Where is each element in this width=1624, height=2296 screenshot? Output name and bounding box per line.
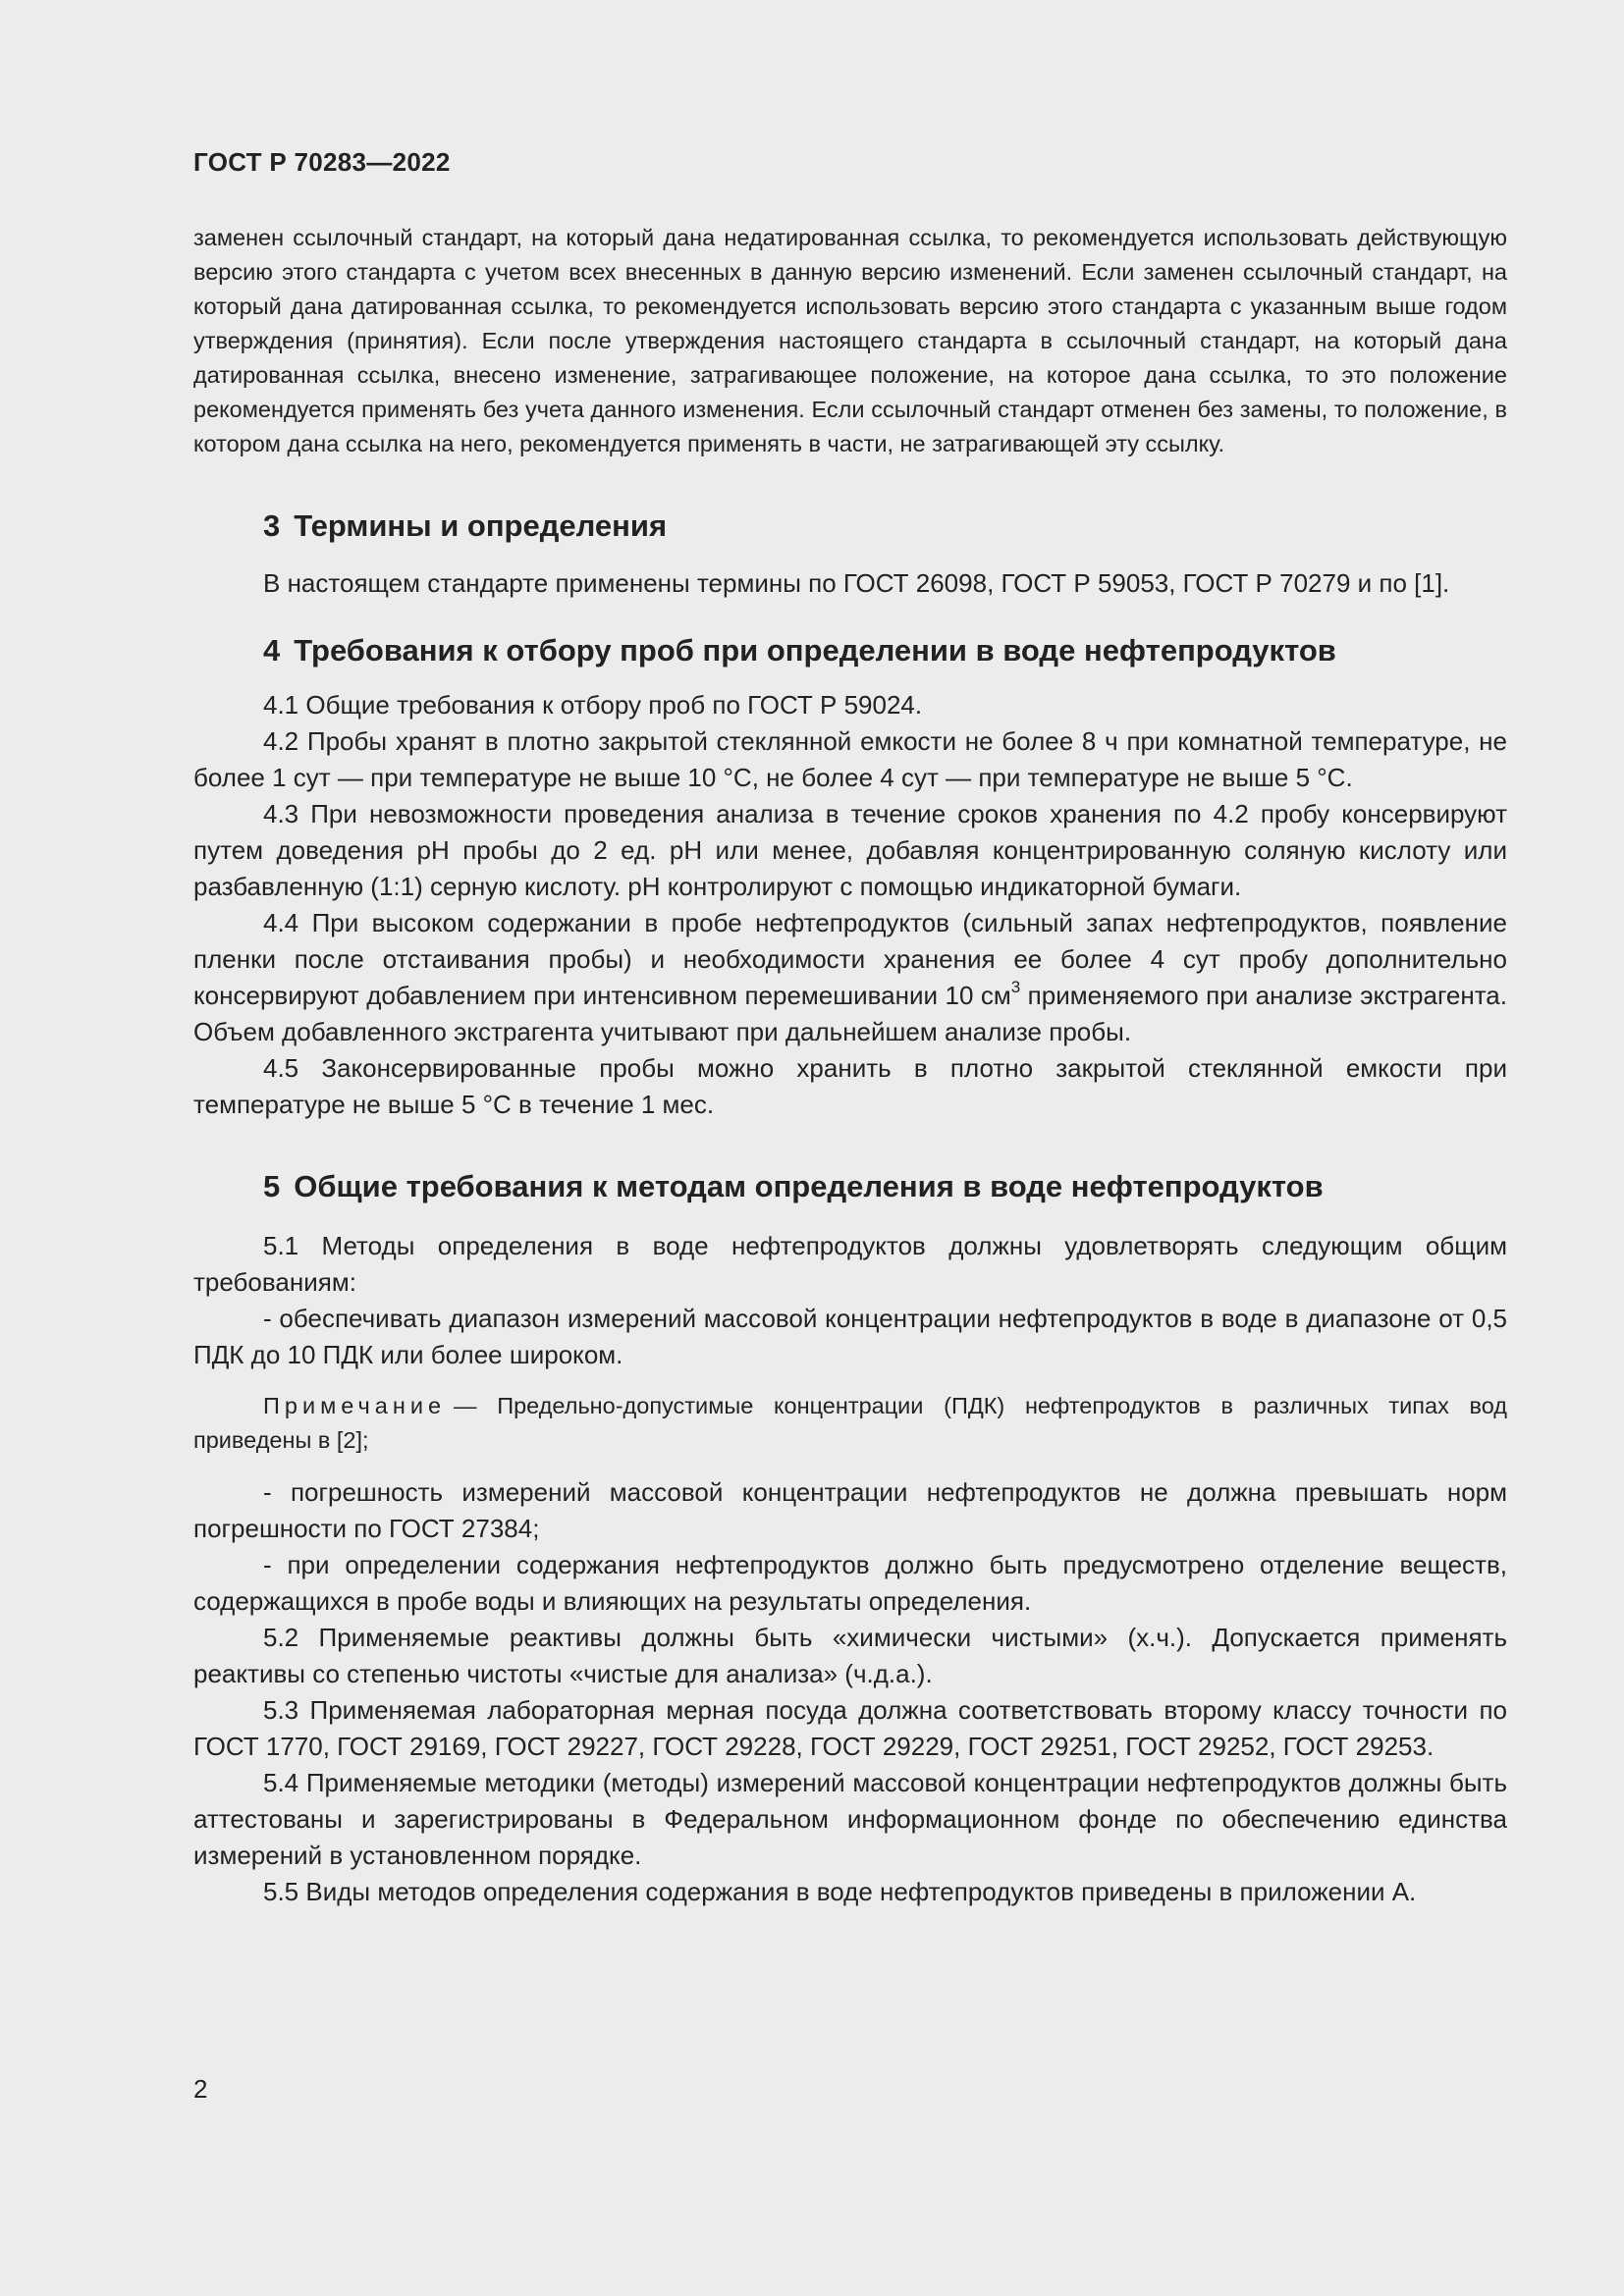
section-5-heading: [193, 1167, 1507, 1206]
page-number: 2: [193, 2074, 208, 2104]
section-5-number: 5: [263, 1169, 281, 1203]
superscript-3: 3: [1010, 978, 1021, 997]
clause-5-2: 5.2 Применяемые реактивы должны быть «химически чистыми» (х.ч.). Допускается применять реактивы со степенью чистоты «чистые для анализа» (ч.д.а.).: [193, 1623, 1507, 1688]
document-header: ГОСТ Р 70283—2022: [193, 147, 451, 177]
section-3-body: [193, 565, 1507, 602]
section-4-body: [193, 687, 1507, 1123]
section-4-heading: [193, 631, 1507, 670]
list-item-error: - погрешность измерений массовой концентрации нефтепродуктов не должна превышать норм погрешности по ГОСТ 27384;: [193, 1477, 1507, 1543]
clause-4-4: [193, 905, 1507, 1050]
clause-4-3: 4.3 При невозможности проведения анализа в течение сроков хранения по 4.2 пробу консервируют путем доведения рН пробы до 2 ед. рН или менее, добавляя концентрированную соляную кислоту или разбавленную (1:1) серную кислоту. рН контролируют с помощью индикаторной бумаги.: [193, 799, 1507, 901]
section-5-body: [193, 1228, 1507, 1910]
section-3-title: Термины и определения: [294, 508, 668, 543]
note-text: — Предельно-допустимые концентрации (ПДК) нефтепродуктов в различных типах вод приведены в [2];: [193, 1393, 1507, 1453]
note-label: Примечание: [263, 1393, 447, 1418]
clause-4-4-text-a: 4.4 При высоком содержании в пробе нефтепродуктов (сильный запах нефтепродуктов, появление пленки после отстаивания пробы) и необходимости хранения ее более 4 сут пробу дополнительно консервируют добавлением при интенсивном перемешивании 10 см: [193, 908, 1507, 1010]
clause-4-5: 4.5 Законсервированные пробы можно хранить в плотно закрытой стеклянной емкости при температуре не выше 5 °С в течение 1 мес.: [193, 1053, 1507, 1119]
clause-5-1: 5.1 Методы определения в воде нефтепродуктов должны удовлетворять следующим общим требованиям:: [193, 1231, 1507, 1297]
section-3-number: 3: [263, 508, 281, 543]
clause-5-5: 5.5 Виды методов определения содержания в воде нефтепродуктов приведены в приложении А.: [263, 1877, 1417, 1906]
clause-5-3: 5.3 Применяемая лабораторная мерная посуда должна соответствовать второму классу точности по ГОСТ 1770, ГОСТ 29169, ГОСТ 29227, ГОСТ 29228, ГОСТ 29229, ГОСТ 29251, ГОСТ 29252, ГОСТ 29253.: [193, 1695, 1507, 1761]
intro-paragraph: заменен ссылочный стандарт, на который дана недатированная ссылка, то рекомендуется использовать действующую версию этого стандарта с учетом всех внесенных в данную версию изменений. Если заменен ссылочный стандарт, на который дана датированная ссылка, то рекомендуется использовать версию этого стандарта с указанным выше годом утверждения (принятия). Если после утверждения настоящего стандарта в ссылочный стандарт, на который дана датированная ссылка, внесено изменение, затрагивающее положение, на которое дана ссылка, то это положение рекомендуется применять без учета данного изменения. Если ссылочный стандарт отменен без замены, то положение, в котором дана ссылка на него, рекомендуется применять в части, не затрагивающей эту ссылку.: [193, 225, 1507, 456]
section-3-heading: [193, 507, 1507, 546]
section-4-number: 4: [263, 633, 281, 667]
page-content: [193, 221, 1507, 1910]
clause-4-4-text-b: применяемого при анализе экстрагента. Объем добавленного экстрагента учитывают при дальнейшем анализе пробы.: [193, 981, 1507, 1046]
clause-4-1: 4.1 Общие требования к отбору проб по ГОСТ Р 59024.: [263, 690, 923, 720]
section-3-paragraph: В настоящем стандарте применены термины по ГОСТ 26098, ГОСТ Р 59053, ГОСТ Р 70279 и по [1].: [263, 568, 1450, 598]
list-item-separation: - при определении содержания нефтепродуктов должно быть предусмотрено отделение веществ, содержащихся в пробе воды и влияющих на результаты определения.: [193, 1550, 1507, 1616]
section-4-title: Требования к отбору проб при определении в воде нефтепродуктов: [294, 633, 1336, 667]
list-item-range: - обеспечивать диапазон измерений массовой концентрации нефтепродуктов в воде в диапазоне от 0,5 ПДК до 10 ПДК или более широком.: [193, 1304, 1507, 1369]
note: [193, 1389, 1507, 1458]
clause-4-2: 4.2 Пробы хранят в плотно закрытой стеклянной емкости не более 8 ч при комнатной температуре, не более 1 сут — при температуре не выше 10 °С, не более 4 сут — при температуре не выше 5 °С.: [193, 726, 1507, 792]
clause-5-4: 5.4 Применяемые методики (методы) измерений массовой концентрации нефтепродуктов должны быть аттестованы и зарегистрированы в Федеральном информационном фонде по обеспечению единства измерений в установленном порядке.: [193, 1768, 1507, 1870]
section-5-title: Общие требования к методам определения в воде нефтепродуктов: [294, 1169, 1324, 1203]
